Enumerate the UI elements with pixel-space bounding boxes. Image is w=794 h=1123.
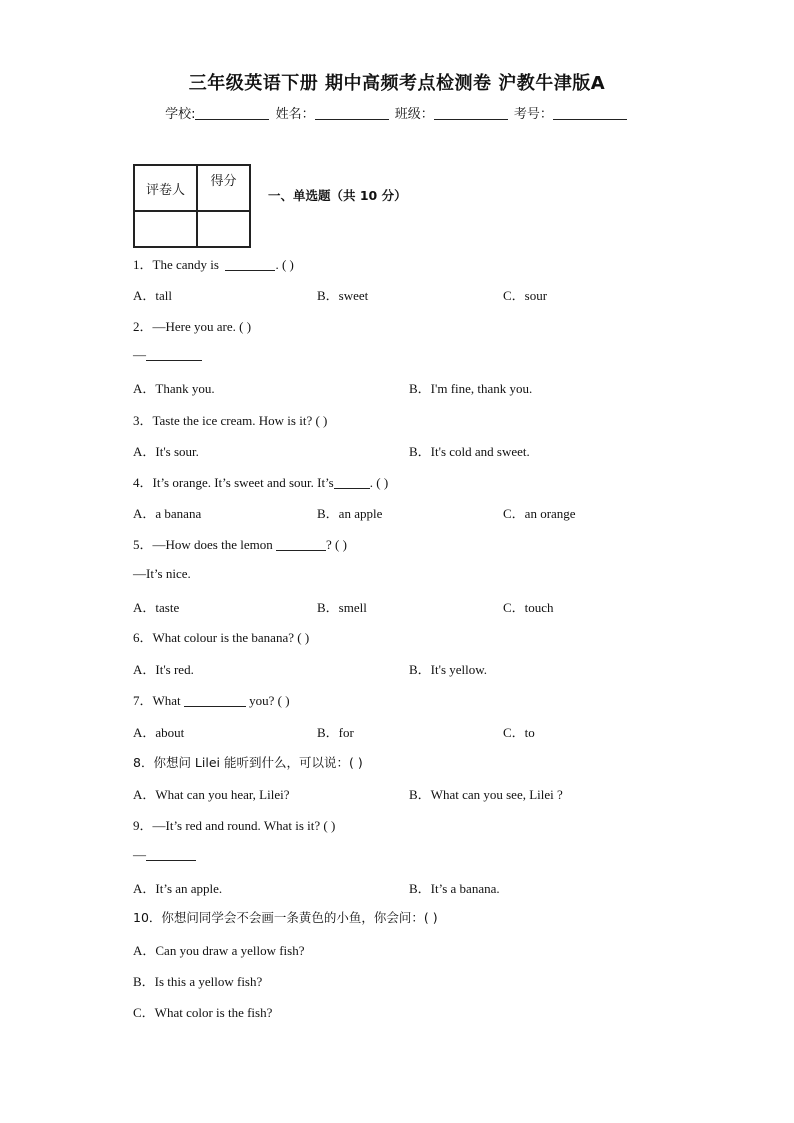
question-1: 1．The candy is . ( ) bbox=[133, 257, 294, 272]
option-c[interactable]: C．to bbox=[503, 725, 535, 740]
option-b[interactable]: B．sweet bbox=[317, 288, 369, 303]
grader-header: 评卷人 bbox=[134, 165, 197, 211]
option-c[interactable]: C．What color is the fish? bbox=[133, 1005, 273, 1020]
option-b[interactable]: B．It's yellow. bbox=[409, 662, 488, 677]
school-label: 学校: bbox=[165, 107, 196, 122]
question-6: 6．What colour is the banana? ( ) bbox=[133, 630, 310, 645]
grader-cell[interactable] bbox=[134, 211, 197, 247]
option-a[interactable]: A．taste bbox=[133, 600, 180, 615]
question-4: 4．It’s orange. It’s sweet and sour. It’s . ( ) bbox=[133, 475, 389, 490]
score-header: 得分 bbox=[197, 165, 250, 211]
option-b[interactable]: B．Is this a yellow fish? bbox=[133, 974, 263, 989]
answer-blank[interactable] bbox=[146, 848, 196, 861]
question-5: 5．—How does the lemon ? ( ) bbox=[133, 537, 347, 552]
option-a[interactable]: A．It’s an apple. bbox=[133, 881, 223, 896]
option-a[interactable]: A．Thank you. bbox=[133, 381, 215, 396]
class-blank[interactable] bbox=[434, 107, 508, 120]
question-3: 3．Taste the ice cream. How is it? ( ) bbox=[133, 413, 328, 428]
option-c[interactable]: C．touch bbox=[503, 600, 554, 615]
name-label: 姓名： bbox=[275, 107, 315, 122]
section-title: 一、单选题（共 10 分） bbox=[268, 188, 407, 203]
question-2: 2．—Here you are. ( ) bbox=[133, 319, 252, 334]
option-b[interactable]: B．I'm fine, thank you. bbox=[409, 381, 533, 396]
score-table bbox=[133, 164, 251, 248]
option-b[interactable]: B．It’s a banana. bbox=[409, 881, 500, 896]
option-b[interactable]: B．smell bbox=[317, 600, 367, 615]
question-7: 7．What you? ( ) bbox=[133, 693, 290, 708]
score-cell[interactable] bbox=[197, 211, 250, 247]
answer-line: — bbox=[133, 847, 196, 863]
exam-number-label: 考号： bbox=[513, 107, 553, 122]
school-blank[interactable] bbox=[195, 107, 269, 120]
option-a[interactable]: A．tall bbox=[133, 288, 172, 303]
exam-number-blank[interactable] bbox=[553, 107, 627, 120]
dialogue-reply: —It’s nice. bbox=[133, 566, 191, 581]
answer-blank[interactable] bbox=[225, 258, 275, 271]
question-10: 10．你想问同学会不会画一条黄色的小鱼，你会问：( ) bbox=[133, 910, 438, 925]
page-title: 三年级英语下册 期中高频考点检测卷 沪教牛津版A bbox=[188, 73, 606, 94]
option-b[interactable]: B．for bbox=[317, 725, 354, 740]
option-a[interactable]: A．It's red. bbox=[133, 662, 194, 677]
option-b[interactable]: B．It's cold and sweet. bbox=[409, 444, 530, 459]
answer-blank[interactable] bbox=[334, 476, 370, 489]
option-a[interactable]: A．Can you draw a yellow fish? bbox=[133, 943, 305, 958]
option-c[interactable]: C．sour bbox=[503, 288, 548, 303]
answer-blank[interactable] bbox=[276, 538, 326, 551]
option-a[interactable]: A．What can you hear, Lilei? bbox=[133, 787, 290, 802]
option-c[interactable]: C．an orange bbox=[503, 506, 576, 521]
answer-blank[interactable] bbox=[146, 348, 202, 361]
option-a[interactable]: A．It's sour. bbox=[133, 444, 199, 459]
option-b[interactable]: B．What can you see, Lilei ? bbox=[409, 787, 563, 802]
question-9: 9．—It’s red and round. What is it? ( ) bbox=[133, 818, 336, 833]
class-label: 班级： bbox=[394, 107, 434, 122]
question-8: 8．你想问 Lilei 能听到什么，可以说：( ) bbox=[133, 755, 363, 770]
option-a[interactable]: A．a banana bbox=[133, 506, 202, 521]
student-info-line bbox=[0, 103, 794, 122]
answer-line: — bbox=[133, 347, 202, 363]
name-blank[interactable] bbox=[315, 107, 389, 120]
answer-blank[interactable] bbox=[184, 694, 246, 707]
option-b[interactable]: B．an apple bbox=[317, 506, 383, 521]
option-a[interactable]: A．about bbox=[133, 725, 185, 740]
